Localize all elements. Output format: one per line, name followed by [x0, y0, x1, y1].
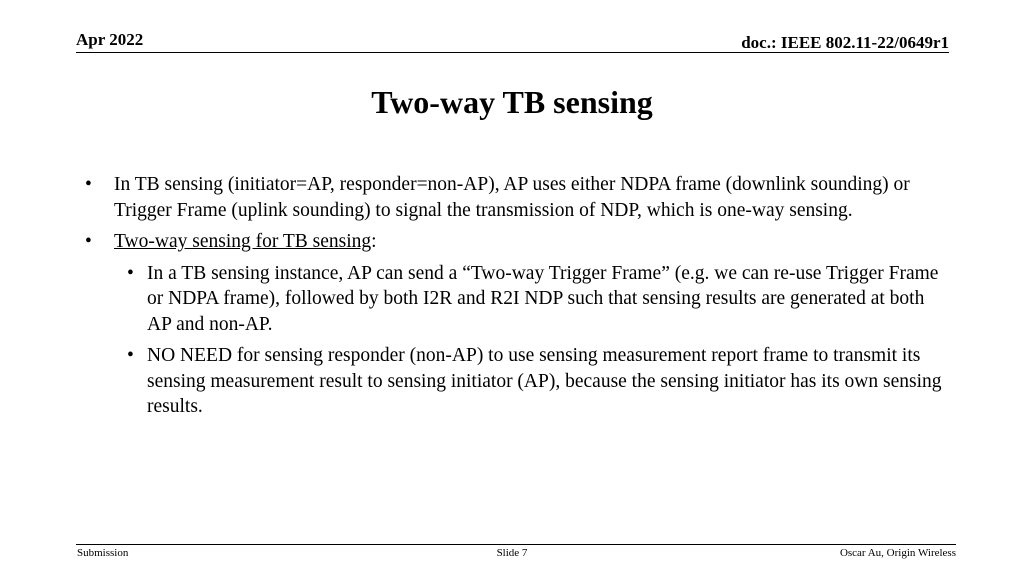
sub-bullet-icon: •: [127, 345, 134, 366]
bullet-item: [83, 229, 943, 255]
bullet-item: [83, 172, 943, 223]
slide-title: Two-way TB sensing: [371, 84, 653, 120]
sub-bullet-text: In a TB sensing instance, AP can send a “Two-way Trigger Frame” (e.g. we can re-use Trigger Frame or NDPA frame), followed by both I2R and R2I NDP such that sensing results are generated at both AP and non-AP.: [147, 262, 939, 335]
header-date: Apr 2022: [76, 30, 144, 49]
sub-bullet-icon: •: [127, 262, 134, 284]
sub-bullet-text: NO NEED for sensing responder (non-AP) to use sensing measurement report frame to transmit its sensing measurement result to sensing initiator (AP), because the sensing initiator has its own sensing results.: [147, 345, 942, 417]
bullet-text-suffix: :: [371, 231, 377, 252]
bullet-icon: •: [85, 174, 92, 195]
header-divider: [76, 52, 949, 53]
bullet-text: In TB sensing (initiator=AP, responder=non-AP), AP uses either NDPA frame (downlink sounding) or Trigger Frame (uplink sounding) to signal the transmission of NDP, which is one-way sensing.: [114, 174, 910, 221]
bullet-text-underlined: Two-way sensing for TB sensing: [114, 231, 372, 252]
header-doc-id: doc.: IEEE 802.11-22/0649r1: [741, 33, 949, 52]
footer-slide-number: Slide 7: [496, 547, 528, 559]
footer-author: Oscar Au, Origin Wireless: [839, 547, 956, 559]
sub-bullet-item: [83, 261, 943, 338]
sub-bullet-item: [83, 343, 943, 420]
footer-divider: [76, 544, 956, 545]
footer-submission: Submission: [77, 547, 129, 559]
slide-body: [83, 172, 943, 426]
bullet-icon: •: [85, 231, 92, 252]
